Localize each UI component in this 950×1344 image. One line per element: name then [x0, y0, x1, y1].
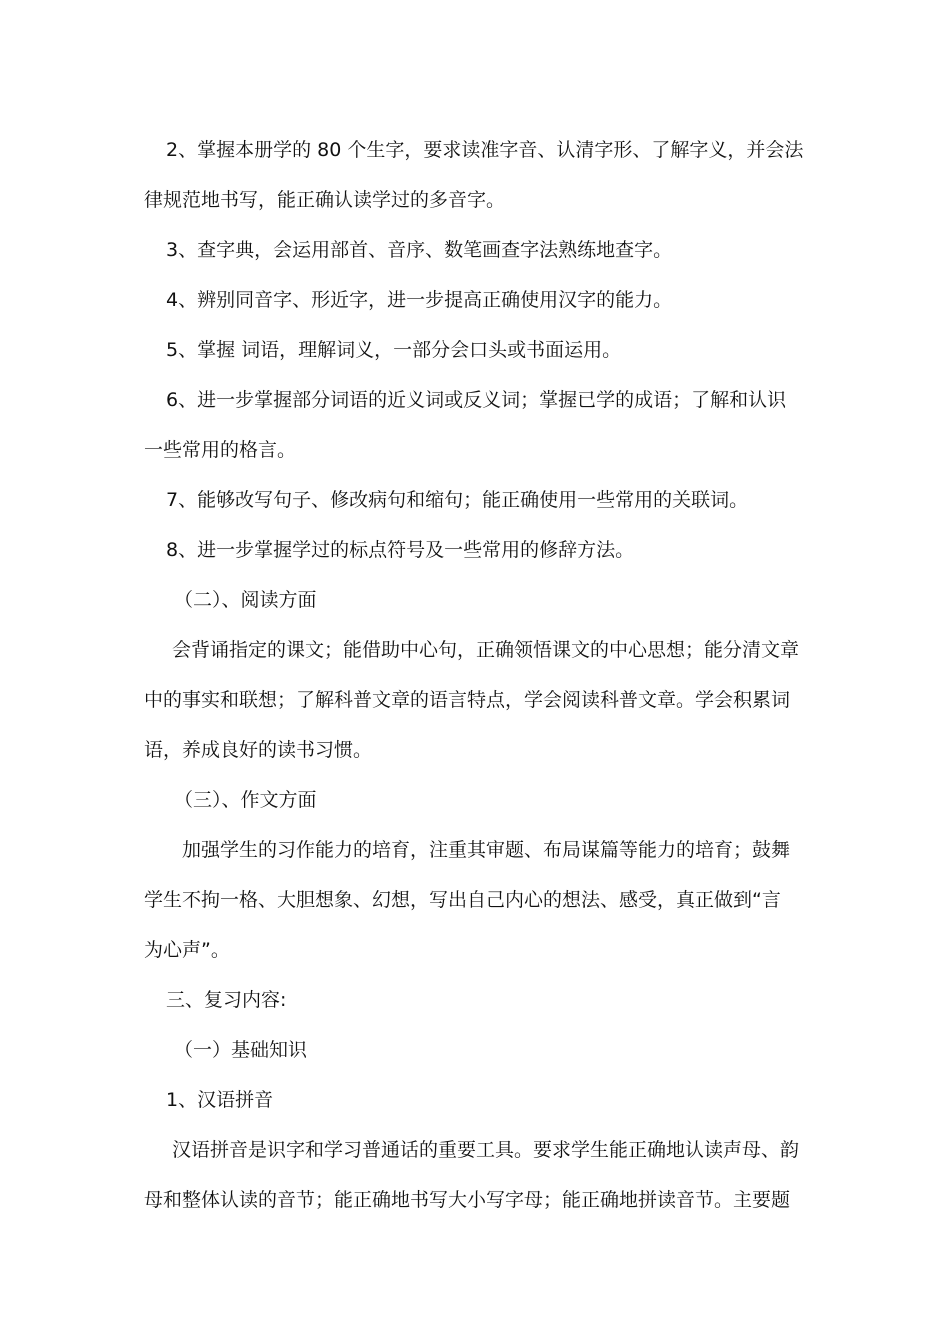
text-line: 4、辨别同音字、形近字，进一步提高正确使用汉字的能力。: [166, 289, 673, 311]
text-line: 语，养成良好的读书习惯。: [144, 739, 373, 761]
text-line: 8、进一步掌握学过的标点符号及一些常用的修辞方法。: [166, 539, 635, 561]
text-line: 汉语拼音是识字和学习普通话的重要工具。要求学生能正确地认读声母、韵: [172, 1139, 800, 1161]
text-line: 为心声”。: [144, 939, 230, 961]
section-heading: （二）、阅读方面: [174, 589, 317, 611]
text-line: 学生不拘一格、大胆想象、幻想，写出自己内心的想法、感受，真正做到“言: [144, 889, 781, 911]
text-line: 中的事实和联想；了解科普文章的语言特点，学会阅读科普文章。学会积累词: [144, 689, 791, 711]
text-line: 7、能够改写句子、修改病句和缩句；能正确使用一些常用的关联词。: [166, 489, 749, 511]
text-line: 加强学生的习作能力的培育，注重其审题、布局谋篇等能力的培育；鼓舞: [182, 839, 791, 861]
text-line: 律规范地书写，能正确认读学过的多音字。: [144, 189, 506, 211]
text-line: 2、掌握本册学的 80 个生字，要求读准字音、认清字形、了解字义，并会法: [166, 139, 804, 161]
text-line: 母和整体认读的音节；能正确地书写大小写字母；能正确地拼读音节。主要题: [144, 1189, 791, 1211]
text-line: 3、查字典，会运用部首、音序、数笔画查字法熟练地查字。: [166, 239, 673, 261]
section-heading: （三）、作文方面: [174, 789, 317, 811]
text-line: 6、进一步掌握部分词语的近义词或反义词；掌握已学的成语；了解和认识: [166, 389, 787, 411]
text-line: 5、掌握 词语，理解词义，一部分会口头或书面运用。: [166, 339, 622, 361]
section-heading: 1、汉语拼音: [166, 1089, 274, 1111]
text-line: 会背诵指定的课文；能借助中心句，正确领悟课文的中心思想；能分清文章: [172, 639, 800, 661]
section-heading: 三、复习内容:: [166, 989, 287, 1011]
section-heading: （一）基础知识: [174, 1039, 308, 1061]
text-line: 一些常用的格言。: [144, 439, 297, 461]
